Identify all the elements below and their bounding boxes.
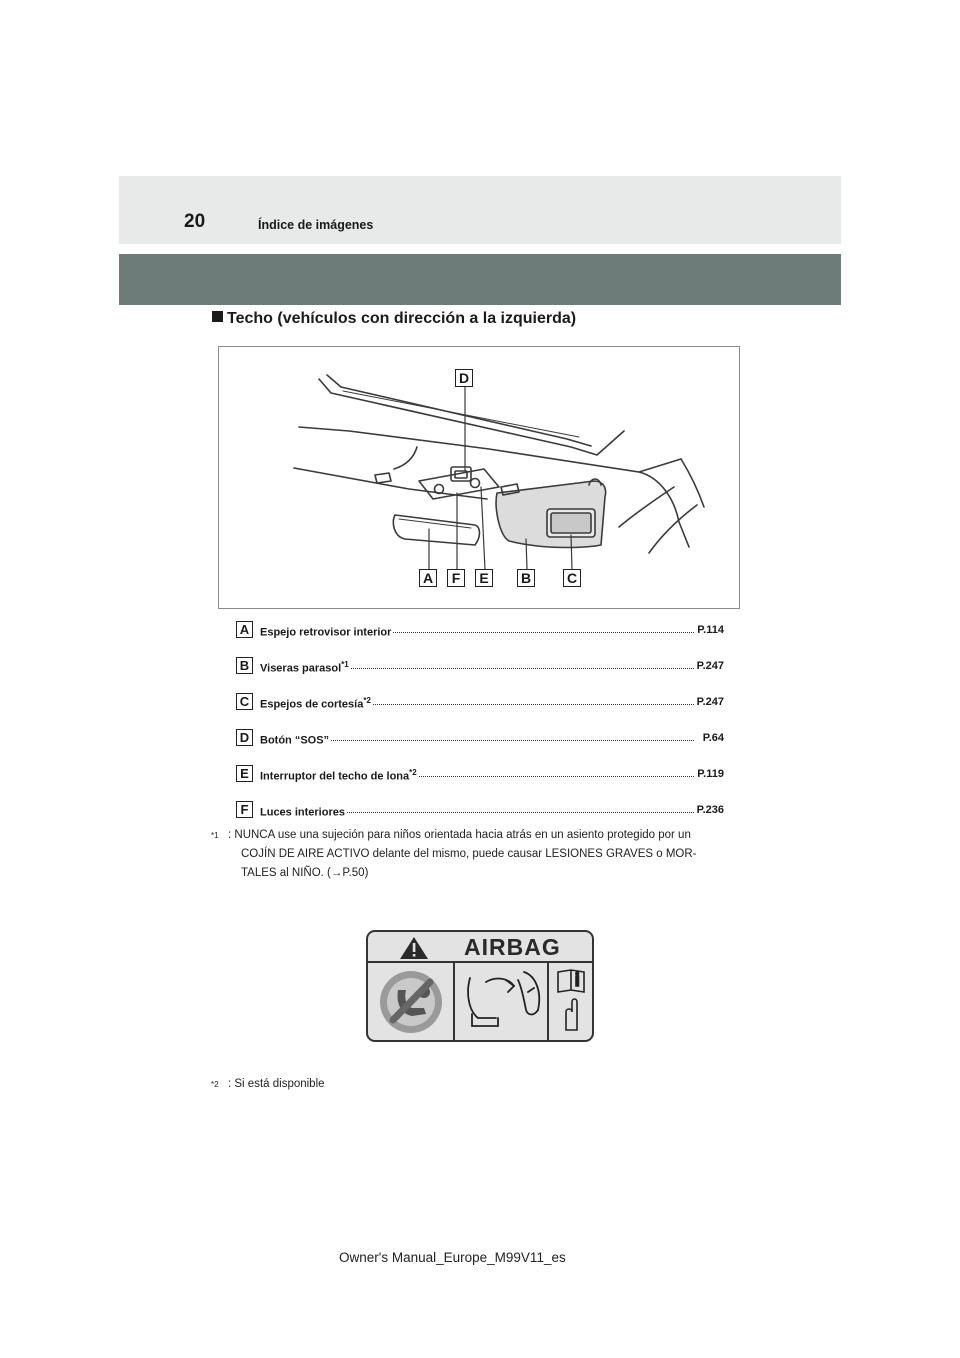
footnote-text: : Si está disponible [228,1078,325,1090]
legend-label: Botón “SOS” [260,732,331,747]
title-bar [119,254,841,305]
warning-triangle-icon [400,937,428,959]
page-reference: P.114 [697,624,724,636]
legend-letter: D [236,729,253,746]
read-manual-icon [558,970,584,1030]
callout-a: A [419,569,437,587]
page-reference: P.236 [696,804,724,816]
legend-label: Luces interiores [260,804,347,819]
subheading [212,308,576,330]
callout-b: B [517,569,535,587]
page-reference: P.119 [697,768,724,780]
footnote-2 [211,1075,511,1095]
legend-item [236,656,724,676]
footnote-mark: *1 [211,831,219,840]
callout-f: F [447,569,465,587]
callout-d: D [455,369,473,387]
section-title: Índice de imágenes [258,218,374,232]
header-band [119,176,841,244]
airbag-word: AIRBAG [464,934,561,960]
callout-c: C [563,569,581,587]
legend-letter: E [236,765,253,782]
footnote-mark: *2 [211,1080,219,1089]
legend-item [236,800,724,820]
page-reference: P.247 [696,660,724,672]
callout-e: E [475,569,493,587]
footer-manual-id: Owner's Manual_Europe_M99V11_es [339,1250,566,1265]
legend-item [236,620,724,640]
legend-item [236,764,724,784]
seat-airbag-icon [468,972,539,1026]
airbag-warning-label [366,930,594,1042]
page-number: 20 [184,211,206,232]
legend-label: Viseras parasol$^{*1}$ [260,660,349,675]
legend-letter: C [236,693,253,710]
legend-item [236,728,724,748]
subheading-text: Techo (vehículos con dirección a la izquierda) [227,310,577,327]
legend-letter: F [236,801,253,818]
no-rear-facing-seat-icon [380,971,442,1033]
roof-illustration [218,346,740,609]
legend-letter: A [236,621,253,638]
footnote-1 [211,826,751,886]
page-reference: P.247 [696,696,724,708]
legend-label: Espejos de cortesía$^{*2}$ [260,696,371,711]
legend-label: Interruptor del techo de lona$^{*2}$ [260,768,417,783]
page-reference: P.64 [702,732,724,744]
legend-label: Espejo retrovisor interior [260,624,393,639]
footnote-text: : NUNCA use una sujeción para niños orientada hacia atrás en un asiento protegido por un COJÍN DE AIRE ACTIVO delante del mismo, puede causar LESIONES GRAVES o MOR- TALES al NIÑO. (→P.50) [228,829,697,879]
legend-letter: B [236,657,253,674]
legend-item [236,692,724,712]
square-bullet-icon [212,311,223,322]
